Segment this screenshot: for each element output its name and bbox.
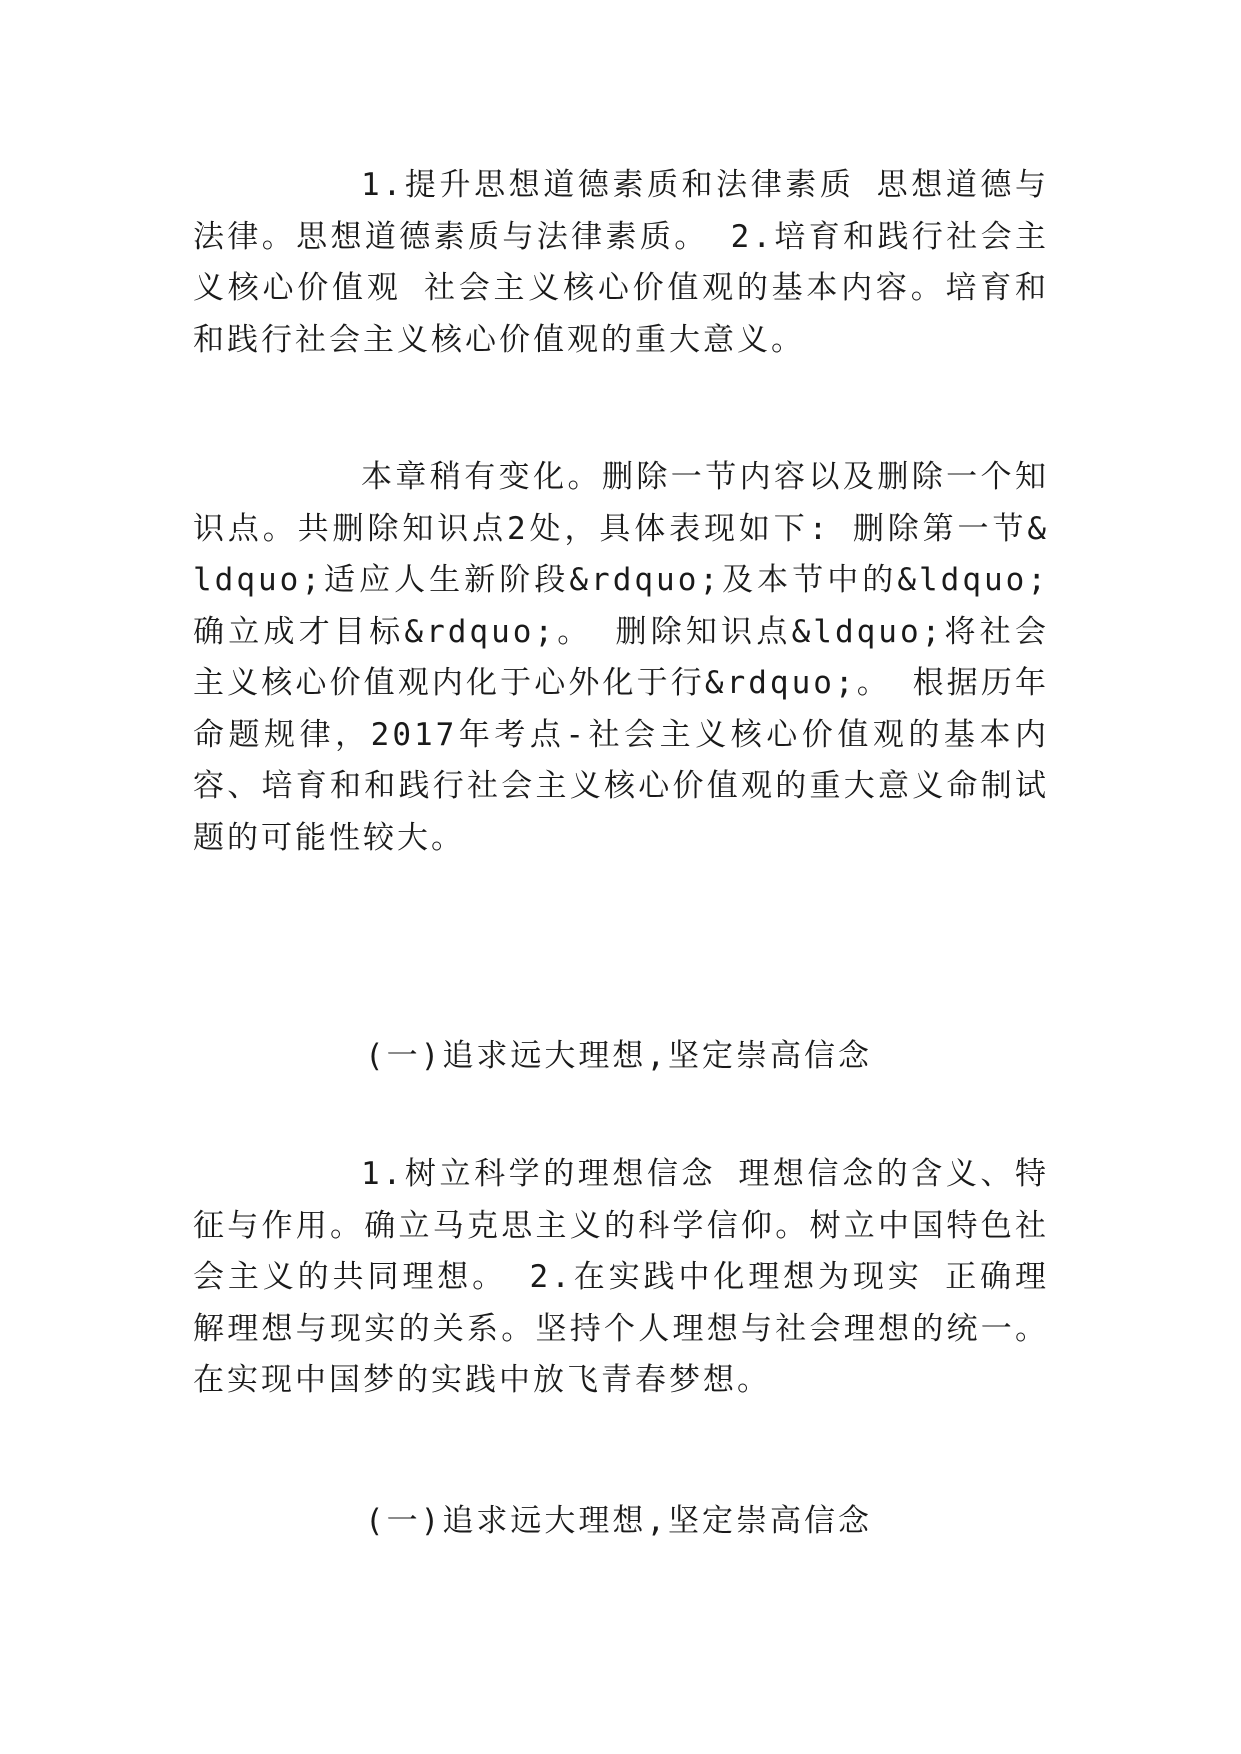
paragraph-moral-legal-quality: 1.提升思想道德素质和法律素质 思想道德与法律。思想道德素质与法律素质。 2.培育和践行社会主义核心价值观 社会主义核心价值观的基本内容。培育和和践行社会主义核心价值观的重大意义。 — [193, 167, 1049, 358]
paragraph-ideals-beliefs: 1.树立科学的理想信念 理想信念的含义、特征与作用。确立马克思主义的科学信仰。树立中国特色社会主义的共同理想。 2.在实践中化理想为现实 正确理解理想与现实的关系。坚持个人理想与社会理想的统一。在实现中国梦的实践中放飞青春梦想。 — [193, 1156, 1049, 1398]
section-heading: (一)追求远大理想,坚定崇高信念 — [365, 1038, 872, 1074]
section-heading-repeat: (一)追求远大理想,坚定崇高信念 — [365, 1503, 872, 1539]
paragraph-chapter-changes: 本章稍有变化。删除一节内容以及删除一个知识点。共删除知识点2处，具体表现如下: 删除第一节&ldquo;适应人生新阶段&rdquo;及本节中的&ldquo;确立成才目标&rdquo;。 删除知识点&ldquo;将社会主义核心价值观内化于心外化于行&rdquo;。 根据历年命题规律，2017年考点-社会主义核心价值观的基本内容、培育和和践行社会主义核心价值观的重大意义命制试题的可能性较大。 — [193, 459, 1049, 856]
